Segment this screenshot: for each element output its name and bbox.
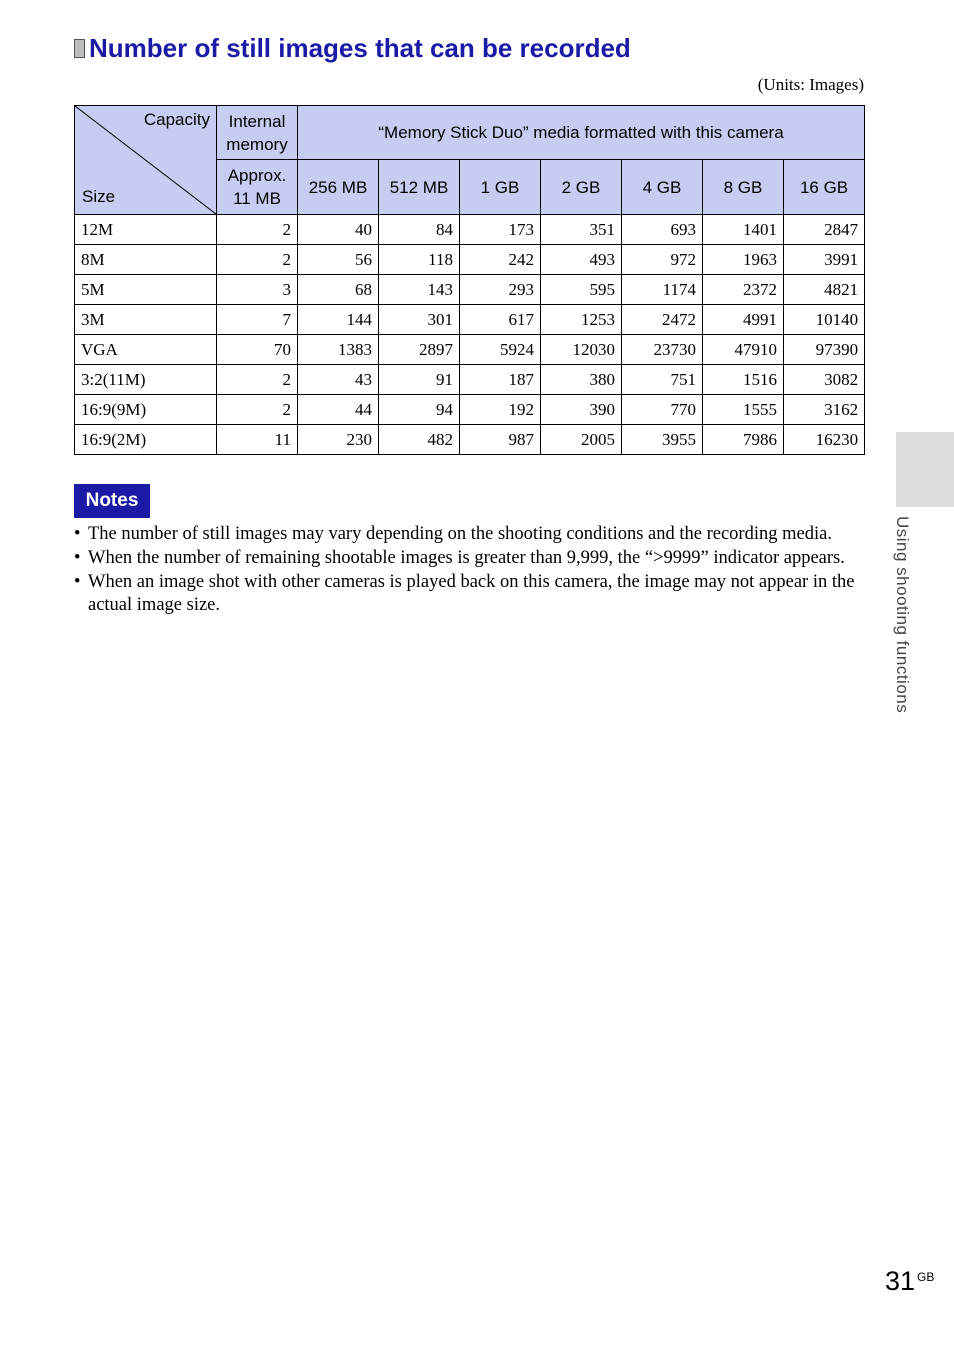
table-row: [75, 215, 865, 245]
table-cell: 3162: [784, 395, 865, 425]
table-cell: 493: [541, 245, 622, 275]
table-cell: 70: [217, 335, 298, 365]
row-size-label: VGA: [75, 335, 217, 365]
capacity-table-body: [75, 215, 865, 455]
card-size-header: 2 GB: [541, 160, 622, 215]
table-cell: 2005: [541, 425, 622, 455]
note-item: [74, 571, 864, 617]
page-number-value: 31: [885, 1266, 916, 1296]
table-cell: 1516: [703, 365, 784, 395]
table-cell: 2: [217, 215, 298, 245]
table-cell: 1253: [541, 305, 622, 335]
table-cell: 2847: [784, 215, 865, 245]
table-cell: 94: [379, 395, 460, 425]
table-cell: 2472: [622, 305, 703, 335]
page-number-suffix: GB: [917, 1270, 935, 1284]
table-row: [75, 425, 865, 455]
table-cell: 7986: [703, 425, 784, 455]
table-cell: 3082: [784, 365, 865, 395]
table-cell: 770: [622, 395, 703, 425]
table-cell: 7: [217, 305, 298, 335]
table-cell: 11: [217, 425, 298, 455]
table-cell: 187: [460, 365, 541, 395]
table-cell: 40: [298, 215, 379, 245]
row-size-label: 16:9(2M): [75, 425, 217, 455]
table-cell: 2372: [703, 275, 784, 305]
internal-memory-header: Internal memory: [217, 106, 298, 160]
memory-stick-header: “Memory Stick Duo” media formatted with this camera: [298, 106, 865, 160]
table-cell: 230: [298, 425, 379, 455]
table-cell: 1174: [622, 275, 703, 305]
table-cell: 1401: [703, 215, 784, 245]
card-size-header: 4 GB: [622, 160, 703, 215]
table-cell: 43: [298, 365, 379, 395]
table-cell: 118: [379, 245, 460, 275]
bullet-icon: •: [74, 572, 81, 592]
table-cell: 44: [298, 395, 379, 425]
note-text: When an image shot with other cameras is played back on this camera, the image may not appear in the actual image size.: [88, 572, 855, 615]
table-row: [75, 365, 865, 395]
page-number: [885, 1266, 934, 1297]
table-cell: 2: [217, 245, 298, 275]
table-cell: 91: [379, 365, 460, 395]
table-cell: 301: [379, 305, 460, 335]
row-size-label: 12M: [75, 215, 217, 245]
chapter-side-label: Using shooting functions: [893, 516, 912, 714]
table-cell: 173: [460, 215, 541, 245]
size-label: Size: [82, 187, 116, 206]
card-size-header: 16 GB: [784, 160, 865, 215]
table-cell: 2897: [379, 335, 460, 365]
card-size-header: 256 MB: [298, 160, 379, 215]
row-size-label: 5M: [75, 275, 217, 305]
side-tab-marker: [896, 432, 954, 507]
table-cell: 4991: [703, 305, 784, 335]
row-size-label: 8M: [75, 245, 217, 275]
table-cell: 3955: [622, 425, 703, 455]
table-row: [75, 335, 865, 365]
table-cell: 12030: [541, 335, 622, 365]
table-row: [75, 305, 865, 335]
table-cell: 16230: [784, 425, 865, 455]
card-size-header: 512 MB: [379, 160, 460, 215]
row-size-label: 3M: [75, 305, 217, 335]
table-cell: 242: [460, 245, 541, 275]
capacity-label: Capacity: [143, 110, 210, 129]
table-cell: 751: [622, 365, 703, 395]
note-item: [74, 523, 864, 546]
table-cell: 987: [460, 425, 541, 455]
table-cell: 192: [460, 395, 541, 425]
table-cell: 97390: [784, 335, 865, 365]
table-cell: 23730: [622, 335, 703, 365]
table-cell: 972: [622, 245, 703, 275]
row-size-label: 3:2(11M): [75, 365, 217, 395]
table-cell: 3991: [784, 245, 865, 275]
table-cell: 47910: [703, 335, 784, 365]
table-cell: 68: [298, 275, 379, 305]
table-cell: 144: [298, 305, 379, 335]
note-text: When the number of remaining shootable images is greater than 9,999, the “>9999” indicator appears.: [88, 548, 845, 568]
bullet-icon: •: [74, 548, 81, 568]
table-cell: 56: [298, 245, 379, 275]
notes-list: [74, 523, 864, 618]
table-cell: 595: [541, 275, 622, 305]
table-cell: 84: [379, 215, 460, 245]
card-size-header: 1 GB: [460, 160, 541, 215]
note-item: [74, 547, 864, 570]
table-cell: 380: [541, 365, 622, 395]
table-cell: 2: [217, 365, 298, 395]
table-cell: 143: [379, 275, 460, 305]
table-cell: 482: [379, 425, 460, 455]
table-row: [75, 245, 865, 275]
table-row: [75, 275, 865, 305]
table-cell: 1963: [703, 245, 784, 275]
row-size-label: 16:9(9M): [75, 395, 217, 425]
card-size-header: 8 GB: [703, 160, 784, 215]
notes-heading: Notes: [74, 484, 150, 518]
table-cell: 4821: [784, 275, 865, 305]
section-title-text: Number of still images that can be recorded: [89, 33, 631, 63]
section-marker-icon: [74, 39, 85, 58]
table-cell: 390: [541, 395, 622, 425]
table-cell: 5924: [460, 335, 541, 365]
table-cell: 693: [622, 215, 703, 245]
bullet-icon: •: [74, 524, 81, 544]
table-cell: 10140: [784, 305, 865, 335]
table-cell: 617: [460, 305, 541, 335]
corner-header: [75, 106, 217, 215]
capacity-table: [74, 105, 865, 455]
table-cell: 1555: [703, 395, 784, 425]
section-title: [74, 33, 631, 64]
table-cell: 1383: [298, 335, 379, 365]
note-text: The number of still images may vary depending on the shooting conditions and the recording media.: [88, 524, 832, 544]
units-note: (Units: Images): [757, 75, 864, 94]
table-cell: 351: [541, 215, 622, 245]
internal-memory-size: Approx. 11 MB: [217, 160, 298, 215]
table-row: [75, 395, 865, 425]
table-cell: 2: [217, 395, 298, 425]
table-cell: 3: [217, 275, 298, 305]
table-cell: 293: [460, 275, 541, 305]
